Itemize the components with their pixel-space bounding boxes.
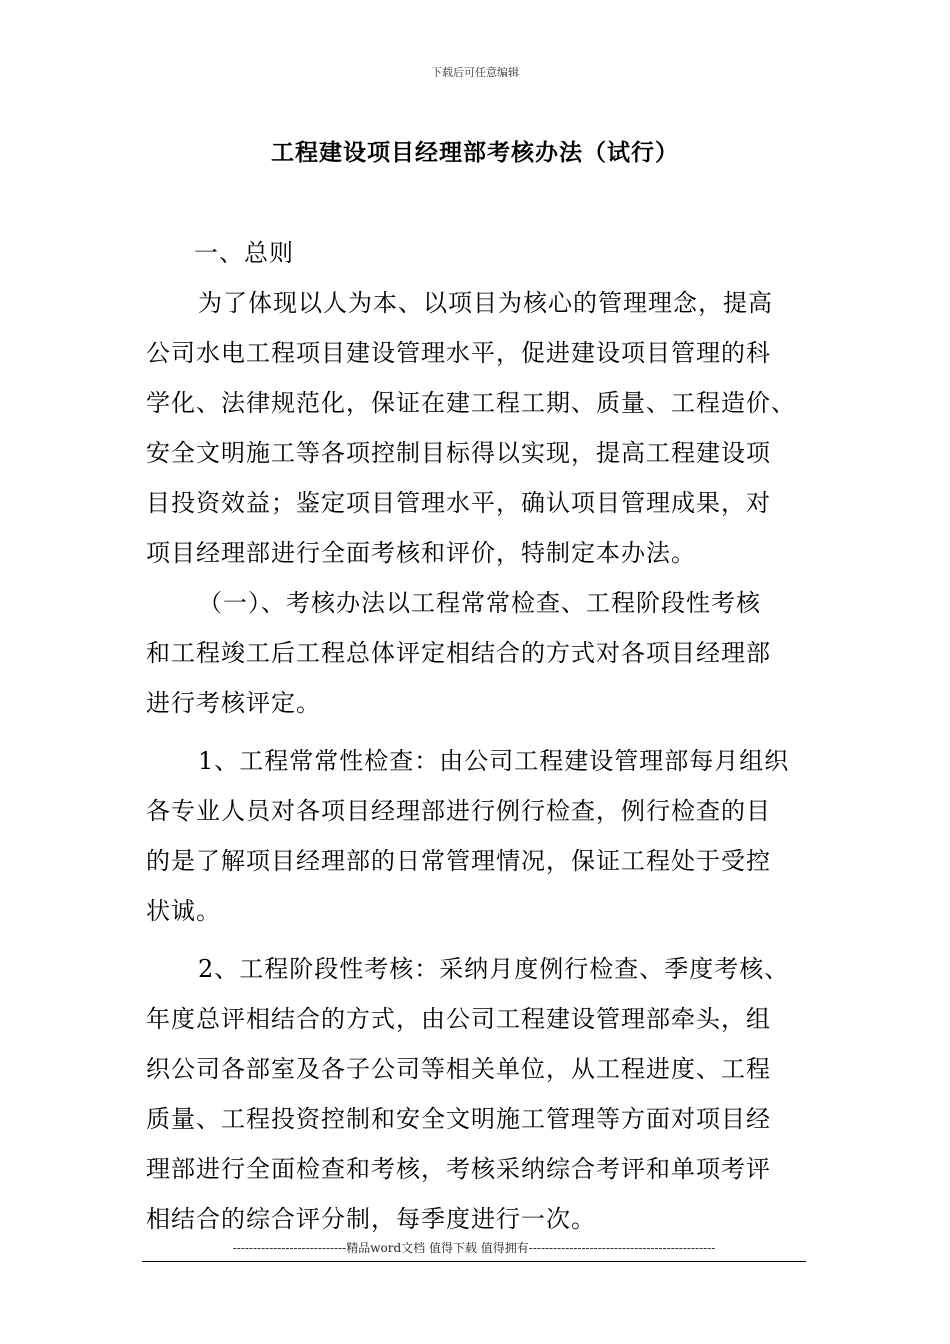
- paragraph-line: 进行考核评定。: [146, 689, 321, 717]
- paragraph-line: 的是了解项目经理部的日常管理情况，保证工程处于受控: [146, 847, 771, 875]
- paragraph-line: 2、工程阶段性考核：采纳月度例行检查、季度考核、: [198, 955, 790, 983]
- paragraph-line: 和工程竣工后工程总体评定相结合的方式对各项目经理部: [146, 639, 771, 667]
- paragraph-line: 理部进行全面检查和考核，考核采纳综合考评和单项考评: [146, 1155, 771, 1183]
- paragraph-line: 状诚。: [146, 897, 221, 925]
- footer-text: ----------------------------精品word文档 值得下载 值得拥有----------------------------------------------: [232, 1241, 716, 1255]
- document-body: [146, 228, 806, 1244]
- section-heading: 一、总则: [194, 239, 294, 267]
- paragraph-line: 各专业人员对各项目经理部进行例行检查，例行检查的目: [146, 797, 771, 825]
- document-title: 工程建设项目经理部考核办法（试行）: [271, 139, 679, 166]
- paragraph-line: 公司水电工程项目建设管理水平，促进建设项目管理的科: [146, 339, 771, 367]
- paragraph-line: 安全文明施工等各项控制目标得以实现，提高工程建设项: [146, 439, 771, 467]
- paragraph-line: （一）、考核办法以工程常常检查、工程阶段性考核: [198, 589, 761, 617]
- paragraph-line: 目投资效益；鉴定项目管理水平，确认项目管理成果，对: [146, 489, 771, 517]
- paragraph-line: 年度总评相结合的方式，由公司工程建设管理部牵头，组: [146, 1005, 771, 1033]
- paragraph-line: 相结合的综合评分制，每季度进行一次。: [146, 1205, 596, 1233]
- paragraph-line: 织公司各部室及各子公司等相关单位，从工程进度、工程: [146, 1055, 771, 1083]
- paragraph-line: 质量、工程投资控制和安全文明施工管理等方面对项目经: [146, 1105, 771, 1133]
- header-note: 下载后可任意编辑: [431, 66, 519, 79]
- paragraph-line: 1、工程常常性检查：由公司工程建设管理部每月组织: [198, 747, 790, 775]
- footer-rule: [142, 1261, 806, 1262]
- paragraph-line: 项目经理部进行全面考核和评价，特制定本办法。: [146, 539, 696, 567]
- paragraph-line: 学化、法律规范化，保证在建工程工期、质量、工程造价、: [146, 389, 796, 417]
- paragraph-line: 为了体现以人为本、以项目为核心的管理理念，提高: [198, 289, 773, 317]
